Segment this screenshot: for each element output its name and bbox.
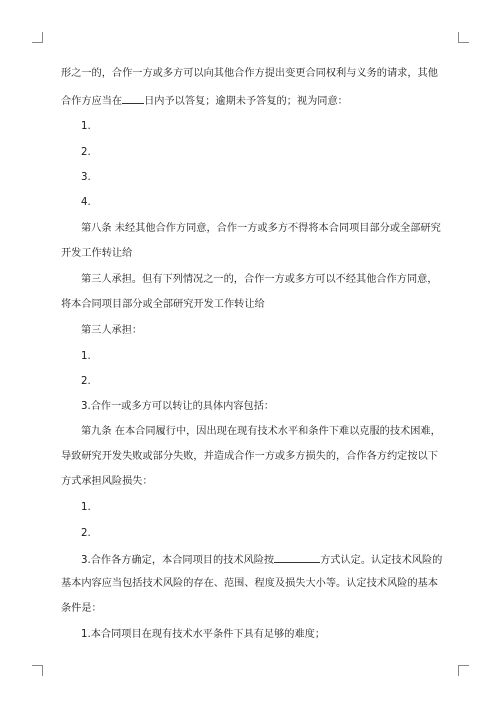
text-segment: 3.合作各方确定，本合同项目的技术风险按: [81, 555, 275, 566]
list-item: 2.: [81, 376, 91, 387]
crop-mark-top-left: [32, 32, 43, 43]
list-item: 1.: [81, 502, 91, 513]
text-segment: 方式认定。认定技术风险的: [320, 555, 443, 566]
list-item: 1.: [81, 351, 91, 362]
crop-mark-bottom-left: [32, 665, 43, 676]
text-line: 导致研究开发失败或部分失败，并造成合作一方或多方损失的，合作各方约定按以下: [61, 451, 438, 462]
text-line: [81, 552, 442, 568]
text-segment: 日内予以答复；逾期未予答复的；视为同意：: [144, 96, 348, 107]
text-line: 1.本合同项目在现有技术水平条件下具有足够的难度；: [81, 629, 326, 640]
text-line: 形之一的，合作一方或多方可以向其他合作方提出变更合同权利与义务的请求，其他: [61, 68, 438, 79]
crop-mark-bottom-right: [458, 665, 469, 676]
article-heading-line: 第八条 未经其他合作方同意，合作一方或多方不得将本合同项目部分或全部研究: [81, 223, 441, 234]
article-heading-line: 第九条 在本合同履行中，因出现在现有技术水平和条件下难以克服的技术困难，: [81, 426, 441, 437]
list-item: 2.: [81, 147, 91, 158]
text-line: 开发工作转让给: [61, 248, 133, 259]
list-item: 1.: [81, 121, 91, 132]
fill-in-blank: [274, 552, 320, 563]
text-segment: 合作方应当在: [61, 96, 123, 107]
text-line: 条件是：: [61, 603, 102, 614]
text-line: [61, 93, 348, 109]
text-line: 方式承担风险损失：: [61, 476, 153, 487]
text-line: 基本内容应当包括技术风险的存在、范围、程度及损失大小等。认定技术风险的基本: [61, 578, 438, 589]
text-line: 将本合同项目部分或全部研究开发工作转让给: [61, 299, 265, 310]
fill-in-blank: [122, 93, 144, 104]
list-item: 3.合作一或多方可以转让的具体内容包括：: [81, 401, 275, 412]
text-line: 第三人承担：: [81, 325, 143, 336]
crop-mark-top-right: [458, 32, 469, 43]
list-item: 2.: [81, 528, 91, 539]
list-item: 4.: [81, 197, 91, 208]
text-line: 第三人承担。但有下列情况之一的，合作一方或多方可以不经其他合作方同意，: [81, 274, 438, 285]
list-item: 3.: [81, 172, 91, 183]
